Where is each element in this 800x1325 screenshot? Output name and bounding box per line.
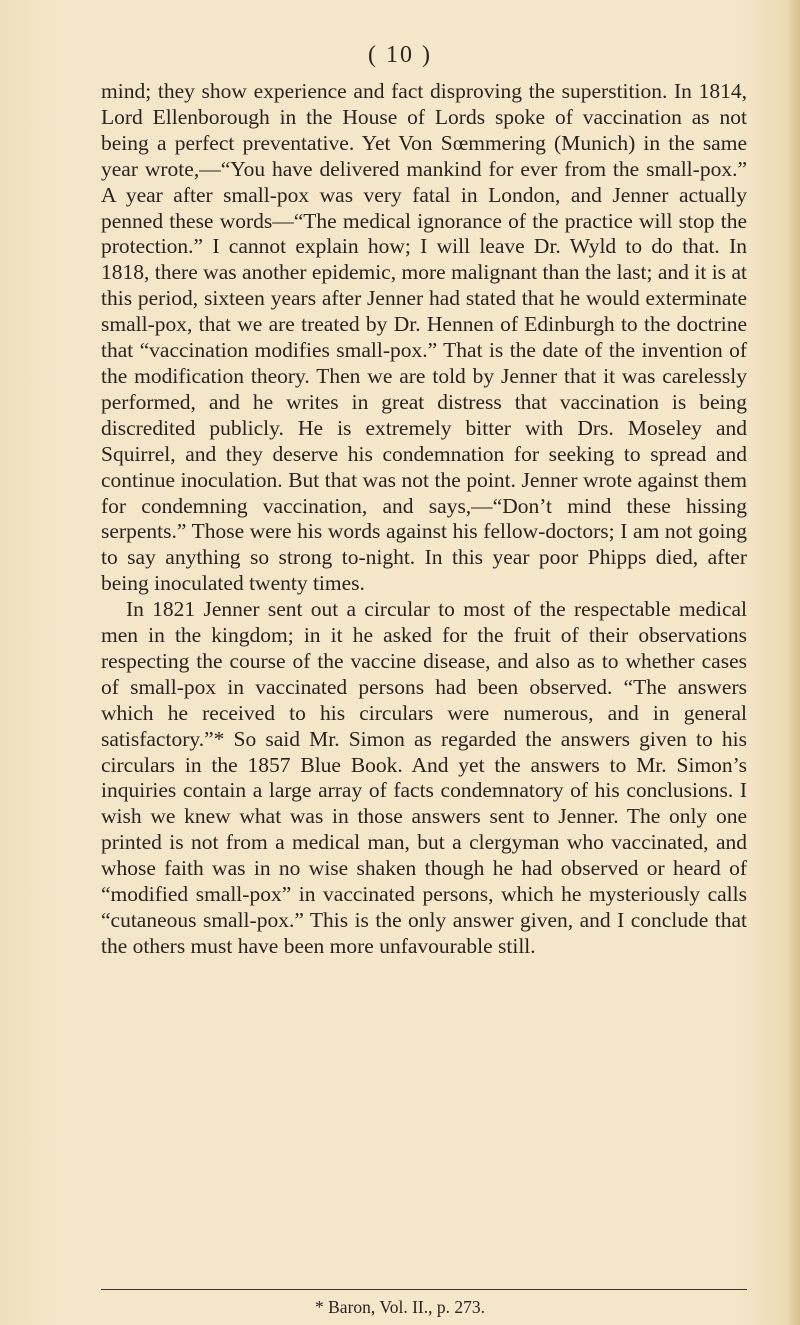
body-text [101,79,747,960]
paragraph-2: In 1821 Jenner sent out a circular to most of the respectable medical men in the kingdom; in it he asked for the fruit of their observations respecting the course of the vaccine disease, and also as to whether cases of small-pox in vaccinated persons had been observed. “The answers which he received to his circulars were numerous, and in general satisfactory.”* So said Mr. Simon as regarded the answers given to his circulars in the 1857 Blue Book. And yet the answers to Mr. Simon’s inquiries contain a large array of facts condemnatory of his conclusions. I wish we knew what was in those answers sent to Jenner. The only one printed is not from a medical man, but a clergyman who vaccinated, and whose faith was in no wise shaken though he had observed or heard of “modified small-pox” in vaccinated persons, which he mysteriously calls “cutaneous small-pox.” This is the only answer given, and I conclude that the others must have been more unfavourable still. [101,597,747,958]
footnote-divider [101,1289,747,1290]
page-number: ( 10 ) [368,42,432,68]
paragraph-1: mind; they show experience and fact disproving the superstition. In 1814, Lord Ellenborough in the House of Lords spoke of vaccination as not being a perfect preventative. Yet Von Sœmmering (Munich) in the same year wrote,—“You have delivered mankind for ever from the small-pox.” A year after small-pox was very fatal in London, and Jenner actually penned these words—“The medical ignorance of the practice will stop the protection.” I cannot explain how; I will leave Dr. Wyld to do that. In 1818, there was another epidemic, more malignant than the last; and it is at this period, sixteen years after Jenner had stated that he would exterminate small-pox, that we are treated by Dr. Hennen of Edinburgh to the doctrine that “vaccination modifies small-pox.” That is the date of the invention of the modification theory. Then we are told by Jenner that it was carelessly performed, and he writes in great distress that vaccination is being discredited publicly. He is extremely bitter with Drs. Moseley and Squirrel, and they deserve his condemnation for seeking to spread and continue inoculation. But that was not the point. Jenner wrote against them for condemning vaccination, and says,—“Don’t mind these hissing serpents.” Those were his words against his fellow-doctors; I am not going to say anything so strong to-night. In this year poor Phipps died, after being inoculated twenty times. [101,79,747,596]
page-edge-shadow [786,0,800,1325]
footnote: * Baron, Vol. II., p. 273. [315,1297,485,1317]
